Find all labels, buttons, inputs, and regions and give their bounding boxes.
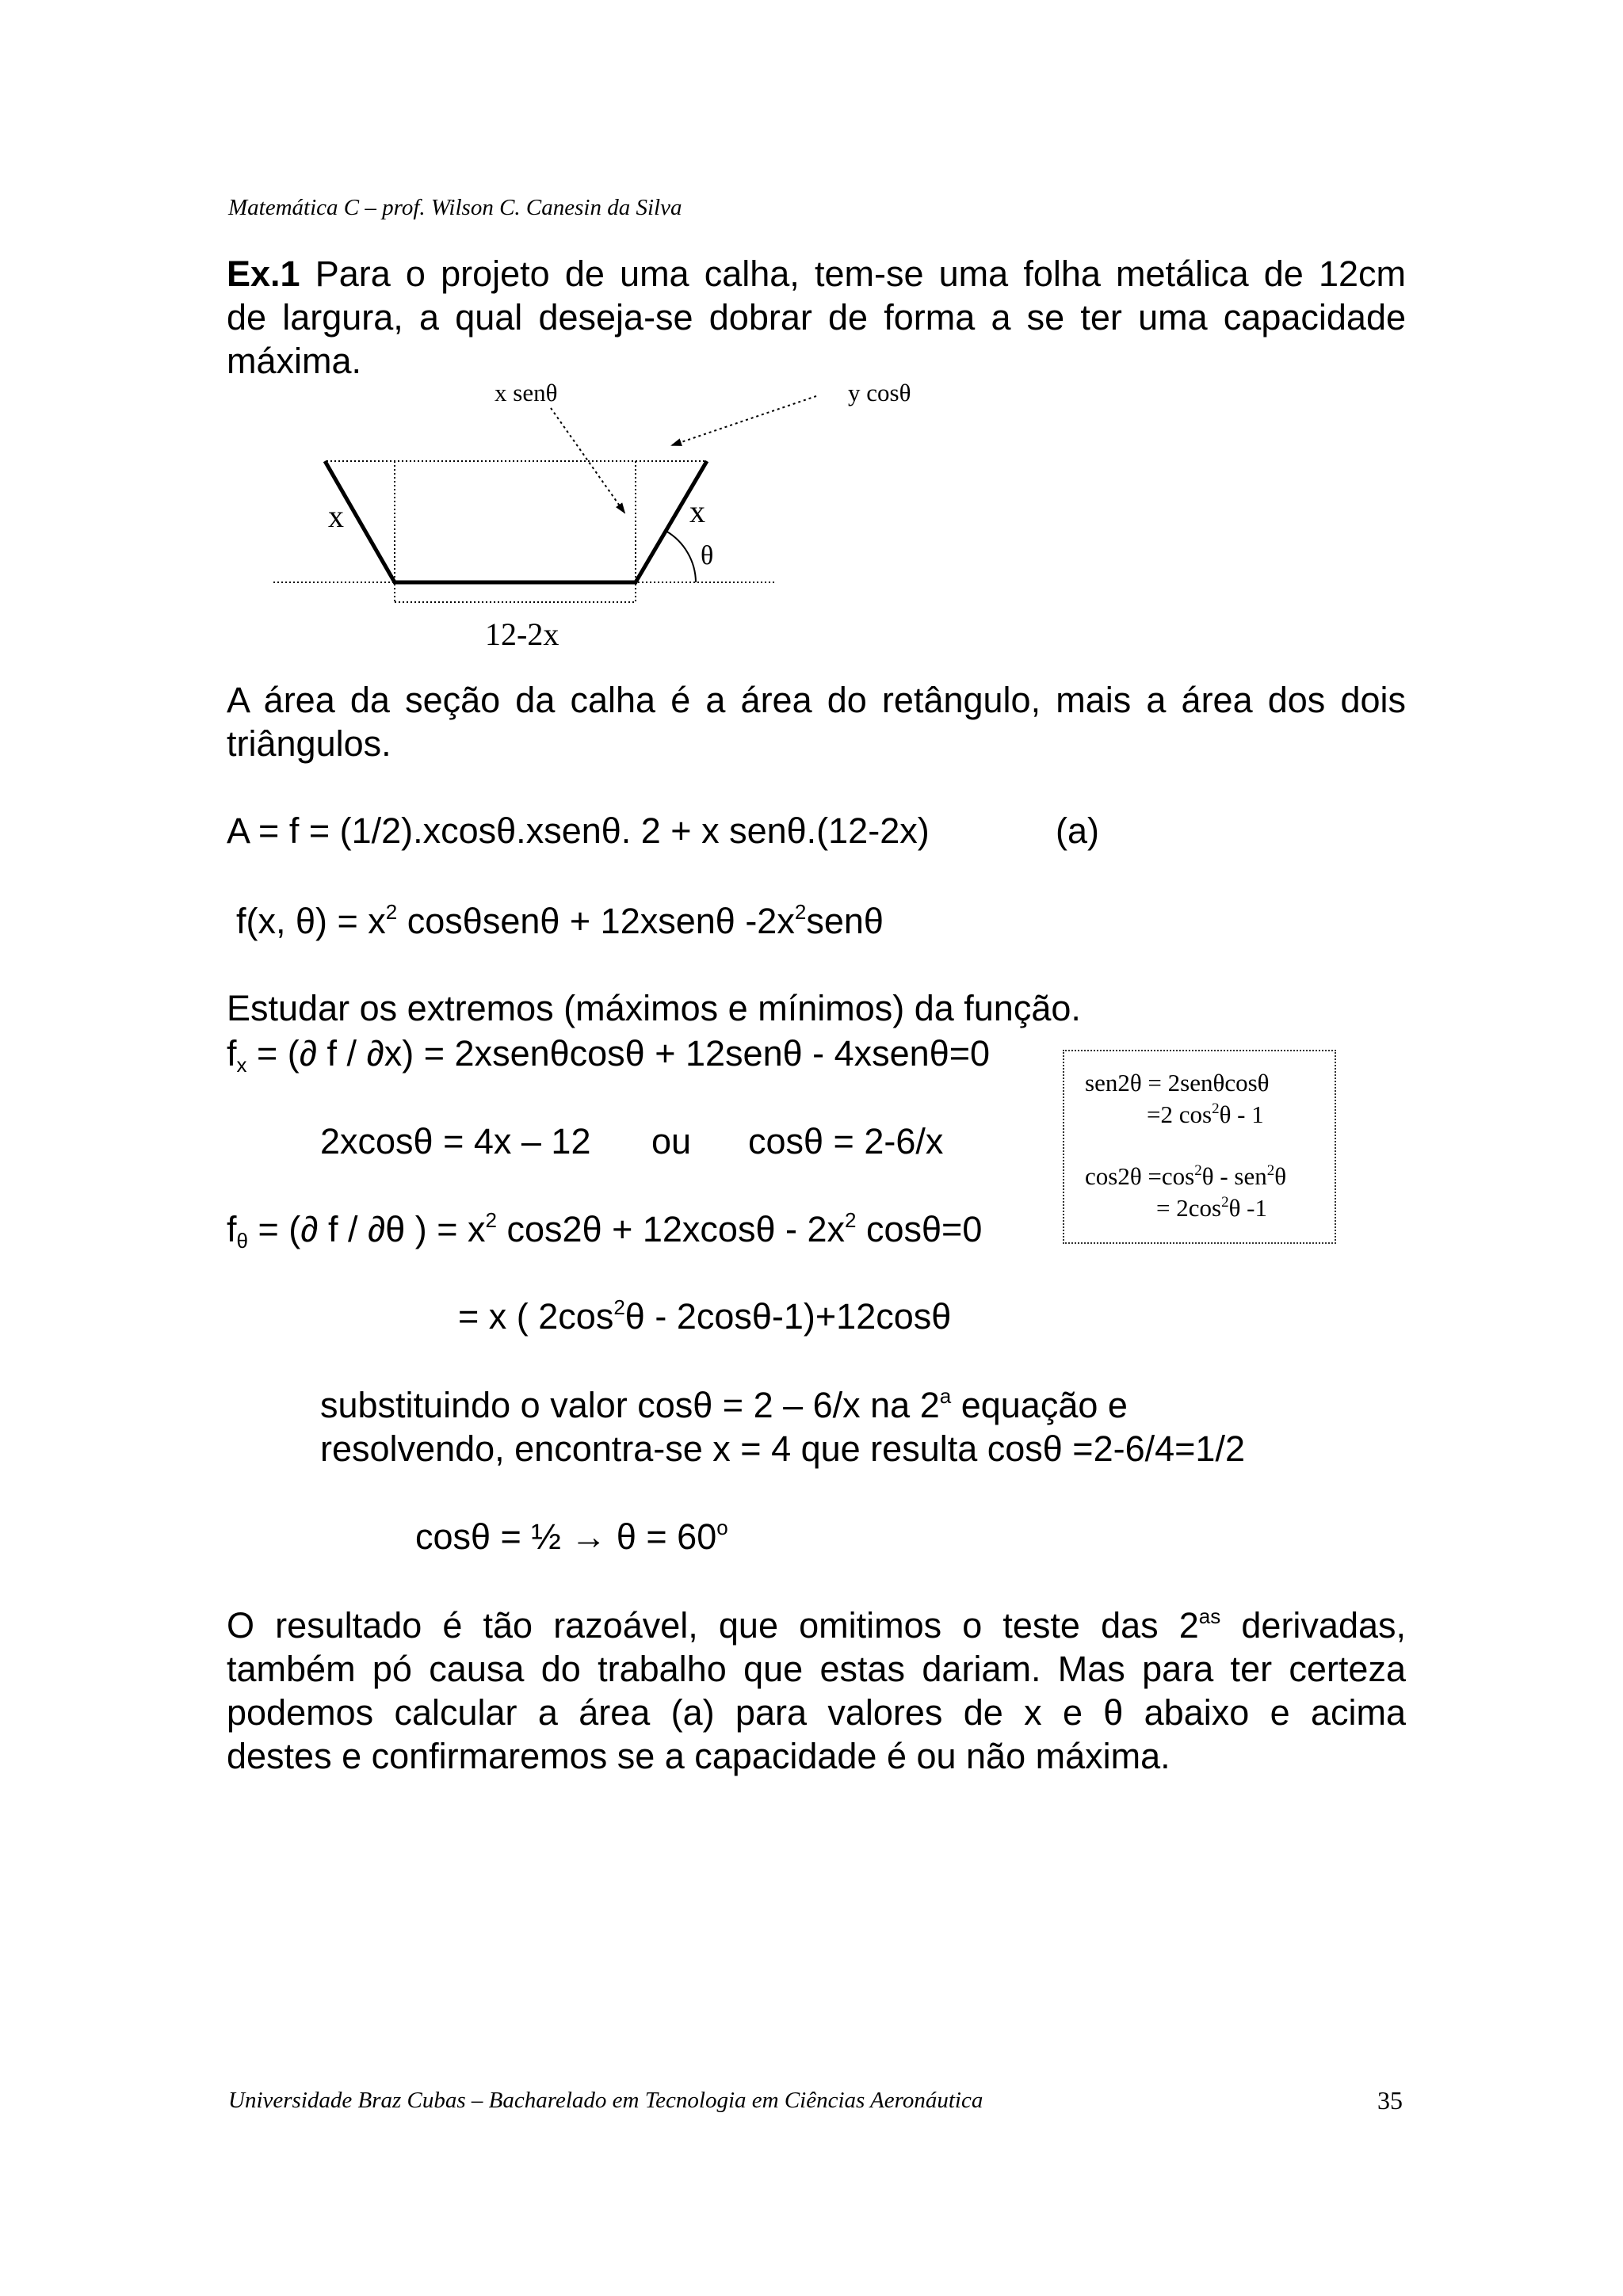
id2-b: θ - 1 [1219,1100,1264,1128]
exercise-line-3: máxima. [227,341,362,381]
fx-sub: x [236,1053,247,1077]
cos-equation-left: 2xcosθ = 4x – 12 [320,1121,591,1161]
page-number: 35 [1377,2086,1403,2115]
identity-line-2 [1147,1099,1264,1131]
ftheta2-part-2: θ - 2cosθ-1)+12cosθ [624,1296,952,1337]
concl-1b: derivadas, [1220,1605,1407,1646]
ftheta-part-2: cos2θ + 12xcosθ - 2x [497,1209,846,1249]
id4-b: θ -1 [1228,1194,1267,1222]
partial-x-equation [227,1032,990,1075]
conclusion-line-3: podemos calcular a área (a) para valores de x e θ abaixo e acima [227,1692,1406,1733]
identity-line-3 [1085,1161,1286,1192]
ftheta-sup-2: 2 [845,1208,857,1232]
diagram-x-sen-label: x senθ [495,379,558,406]
ycos-arrow [672,396,816,445]
diagram-left-x-label: x [328,498,344,534]
subst-sup: a [939,1384,952,1408]
cos-equation-right: cosθ = 2-6/x [748,1121,944,1161]
fn-sup-2: 2 [794,900,807,924]
conclusion-line-4: destes e confirmaremos se a capacidade é ou não máxima. [227,1736,1170,1776]
id3-c: θ [1274,1162,1287,1190]
diagram-y-cos-label: y cosθ [848,379,911,406]
conclusion-line-2: também pó causa do trabalho que estas dariam. Mas para ter certeza [227,1649,1406,1689]
id3-a: cos2θ =cos [1085,1162,1195,1190]
running-header: Matemática C – prof. Wilson C. Canesin da Silva [228,195,682,220]
conclusion-paragraph [227,1604,1406,1778]
fn-part-2: cosθsenθ + 12xsenθ -2x [397,901,795,941]
concl-sup: as [1198,1604,1221,1628]
area-equation: A = f = (1/2).xcosθ.xsenθ. 2 + x senθ.(12-2x) [227,810,930,851]
concl-1a: O resultado é tão razoável, que omitimos o teste das 2 [227,1605,1199,1646]
id3-sup2: 2 [1266,1162,1275,1179]
gutter-diagram [0,0,1623,713]
identity-line-4 [1156,1192,1267,1224]
substitution-line-1 [320,1383,1128,1427]
trig-identities-box [1063,1050,1336,1244]
theta-result [415,1515,728,1558]
exercise-line-1: Para o projeto de uma calha, tem-se uma folha metálica de 12cm [300,254,1406,294]
area-explanation [227,678,1406,765]
id2-sup: 2 [1212,1100,1220,1117]
fx-rest: = (∂ f / ∂x) = 2xsenθcosθ + 12senθ - 4xsenθ=0 [246,1033,991,1074]
id4-sup: 2 [1221,1194,1229,1211]
subst-1a: substituindo o valor cosθ = 2 – 6/x na 2 [320,1385,940,1425]
area-line-2: triângulos. [227,723,391,764]
subst-1b: equação e [951,1385,1128,1425]
theta-arc [666,531,696,582]
degree-sup: o [716,1516,728,1539]
exercise-label: Ex.1 [227,254,300,294]
diagram-base-label: 12-2x [485,616,559,652]
conclusion-line-1 [227,1604,1406,1647]
ftheta2-sup: 2 [613,1295,625,1319]
id3-b: θ - sen [1201,1162,1267,1190]
diagram-right-x-label: x [689,494,705,529]
ftheta-f: f [227,1209,237,1249]
id3-sup: 2 [1194,1162,1202,1179]
fn-part-1: f(x, θ) = x [236,901,386,941]
id4-a: = 2cos [1156,1194,1222,1222]
gutter-profile [325,461,707,582]
ftheta2-part-1: = x ( 2cos [458,1296,614,1337]
ftheta-part-3: cosθ=0 [856,1209,983,1249]
area-line-1: A área da seção da calha é a área do retângulo, mais a área dos dois [227,680,1406,720]
running-footer: Universidade Braz Cubas – Bacharelado em Tecnologia em Ciências Aeronáutica [228,2088,983,2113]
cos-equation-or: ou [651,1121,692,1161]
study-extrema-text: Estudar os extremos (máximos e mínimos) da função. [227,988,1081,1028]
substitution-line-2: resolvendo, encontra-se x = 4 que resulta cosθ =2-6/4=1/2 [320,1428,1245,1469]
function-definition [236,899,884,943]
ftheta-part-1: = (∂ f / ∂θ ) = x [247,1209,486,1249]
ftheta-sub: θ [236,1229,248,1253]
ftheta-sup-1: 2 [485,1208,498,1232]
exercise-line-2: de largura, a qual deseja-se dobrar de forma a se ter uma capacidade [227,297,1406,338]
area-equation-tag: (a) [1056,810,1099,851]
diagram-theta-label: θ [701,541,714,570]
result-text: cosθ = ½ → θ = 60 [415,1516,717,1557]
id2-a: =2 cos [1147,1100,1212,1128]
fn-sup-1: 2 [385,900,398,924]
partial-theta-simplified [458,1295,951,1338]
partial-theta-equation [227,1207,982,1251]
fn-part-3: senθ [806,901,884,941]
fx-f: f [227,1033,237,1074]
identity-line-1: sen2θ = 2senθcosθ [1085,1069,1270,1097]
